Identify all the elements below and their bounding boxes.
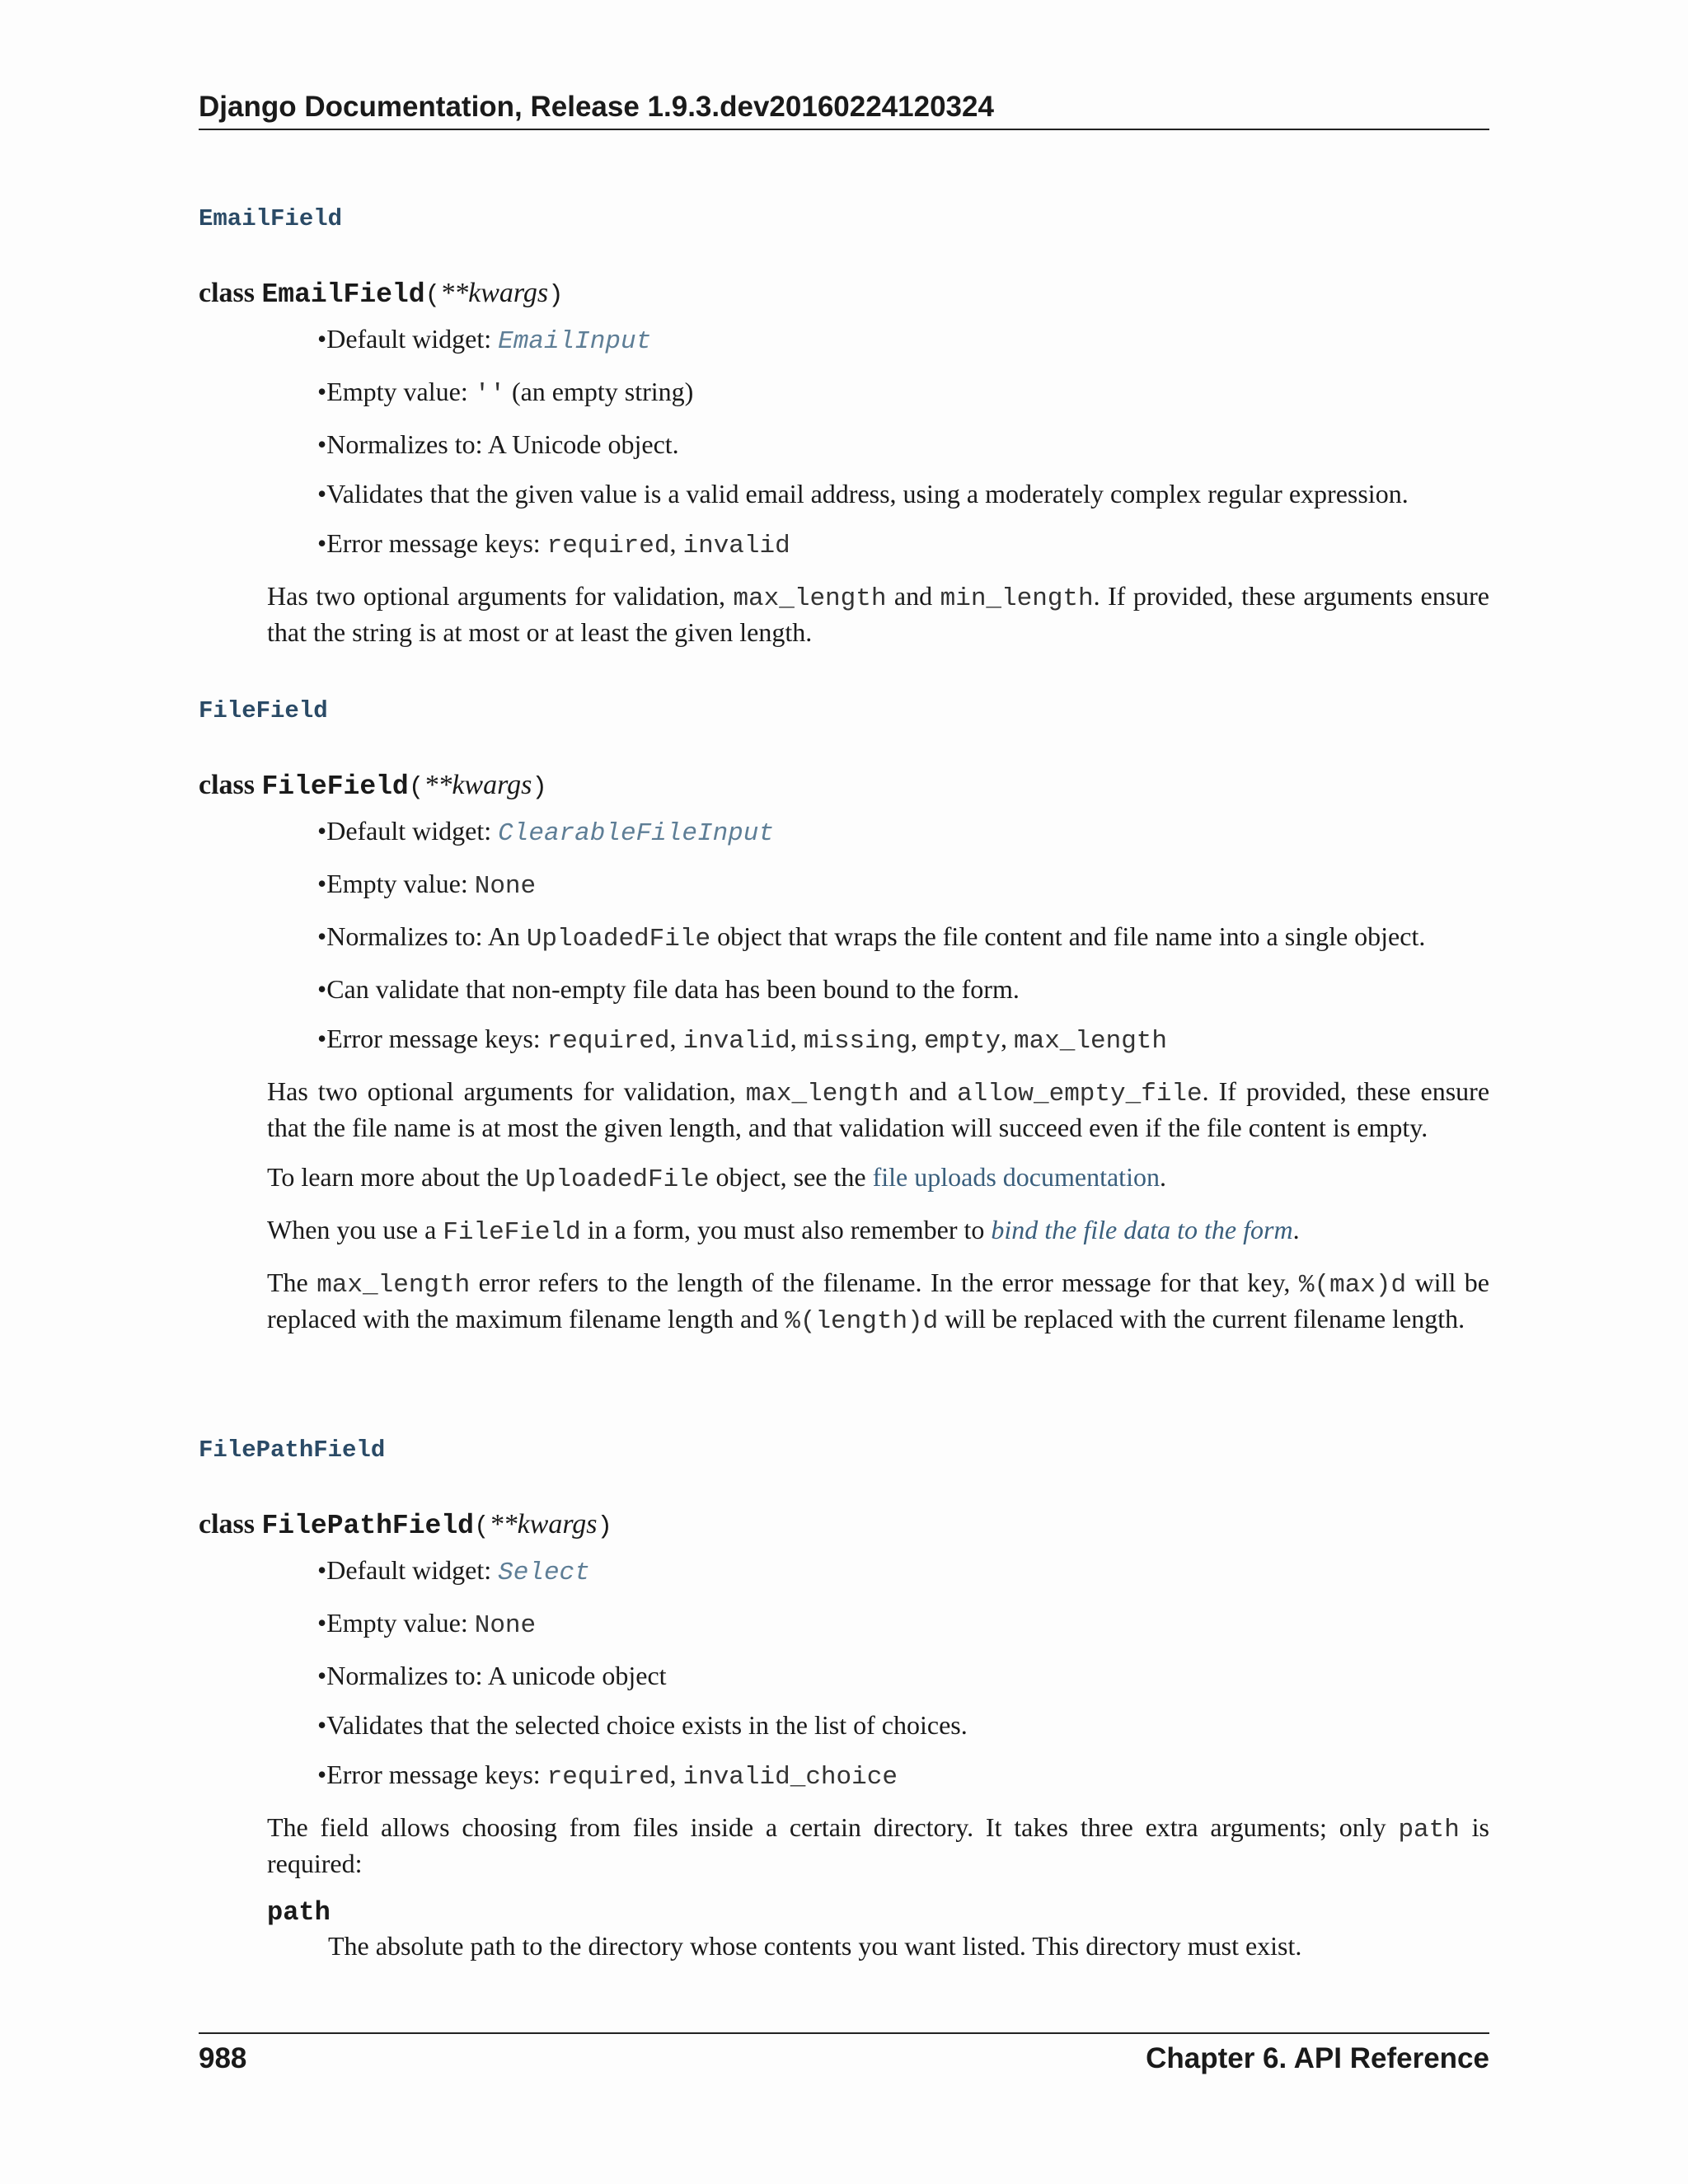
field-properties-list (199, 1554, 1489, 1794)
running-footer (199, 2032, 1489, 2075)
file-uploads-link[interactable]: file uploads documentation (872, 1162, 1160, 1192)
section-filepathfield (199, 1434, 1489, 1962)
list-item: • Error message keys: required, invalid, missing, empty, max_length (317, 1022, 1489, 1058)
list-item: • Empty value: None (317, 1606, 1489, 1643)
class-keyword: class (199, 770, 255, 800)
section-filefield (199, 695, 1489, 1355)
list-item: • Validates that the selected choice exists in the list of choices. (317, 1708, 1489, 1741)
bind-file-data-link[interactable]: bind the file data to the form (991, 1215, 1293, 1244)
widget-link[interactable]: Select (498, 1558, 590, 1587)
paragraph: To learn more about the UploadedFile object, see the file uploads documentation. (267, 1162, 1166, 1194)
section-title: EmailField (199, 205, 343, 232)
chapter-title: Chapter 6. API Reference (1146, 2042, 1489, 2074)
list-item: • Default widget: Select (317, 1554, 1489, 1590)
list-item: • Normalizes to: A Unicode object. (317, 428, 1489, 461)
argument-term: path (267, 1897, 331, 1928)
list-item: • Empty value: None (317, 867, 1489, 903)
paragraph: Has two optional arguments for validation, max_length and allow_empty_file. If provided, these ensure that the file name is at most the given length, and that validation will succeed even if the file content is empty. (267, 1076, 1490, 1142)
list-item: • Can validate that non-empty file data has been bound to the form. (317, 972, 1489, 1005)
paragraph: Has two optional arguments for validation, max_length and min_length. If provided, these arguments ensure that the string is at most or at least the given length. (267, 581, 1490, 647)
header-title: Django Documentation, Release 1.9.3.dev20160224120324 (199, 91, 994, 123)
class-signature: class FilePathField(**kwargs) (199, 1509, 613, 1541)
list-item: • Validates that the given value is a valid email address, using a moderately complex regular expression. (317, 477, 1489, 510)
class-args: **kwargs (489, 1509, 598, 1540)
list-item: • Default widget: ClearableFileInput (317, 814, 1489, 851)
field-properties-list (199, 322, 1489, 563)
running-header (199, 91, 1489, 130)
list-item: • Default widget: EmailInput (317, 322, 1489, 359)
section-title: FileField (199, 697, 328, 724)
class-signature: class EmailField(**kwargs) (199, 278, 564, 310)
paragraph: The field allows choosing from files inside a certain directory. It takes three extra arguments; only path is required: (267, 1812, 1490, 1878)
class-name: EmailField (261, 279, 425, 310)
list-item: • Normalizes to: An UploadedFile object that wraps the file content and file name into a single object. (317, 920, 1489, 956)
class-name: FilePathField (261, 1511, 474, 1541)
list-item: • Error message keys: required, invalid (317, 527, 1489, 563)
widget-link[interactable]: ClearableFileInput (498, 819, 774, 848)
paragraph: The max_length error refers to the length of the filename. In the error message for that key, %(max)d will be replaced with the maximum filename length and %(length)d will be replaced with the current filename length. (267, 1268, 1490, 1336)
class-keyword: class (199, 278, 255, 308)
class-name: FileField (261, 771, 409, 802)
class-args: **kwargs (440, 278, 549, 308)
page-number: 988 (199, 2042, 247, 2074)
class-keyword: class (199, 1509, 255, 1540)
section-emailfield (199, 203, 1489, 665)
widget-link[interactable]: EmailInput (498, 327, 652, 356)
class-args: **kwargs (424, 770, 532, 800)
class-signature: class FileField(**kwargs) (199, 770, 547, 802)
list-item: • Empty value: '' (an empty string) (317, 375, 1489, 411)
list-item: • Error message keys: required, invalid_choice (317, 1758, 1489, 1794)
list-item: • Normalizes to: A unicode object (317, 1659, 1489, 1692)
paragraph: When you use a FileField in a form, you must also remember to bind the file data to the form. (267, 1215, 1300, 1247)
section-title: FilePathField (199, 1436, 386, 1464)
argument-description: The absolute path to the directory whose contents you want listed. This directory must exist. (328, 1931, 1302, 1961)
field-properties-list (199, 814, 1489, 1058)
